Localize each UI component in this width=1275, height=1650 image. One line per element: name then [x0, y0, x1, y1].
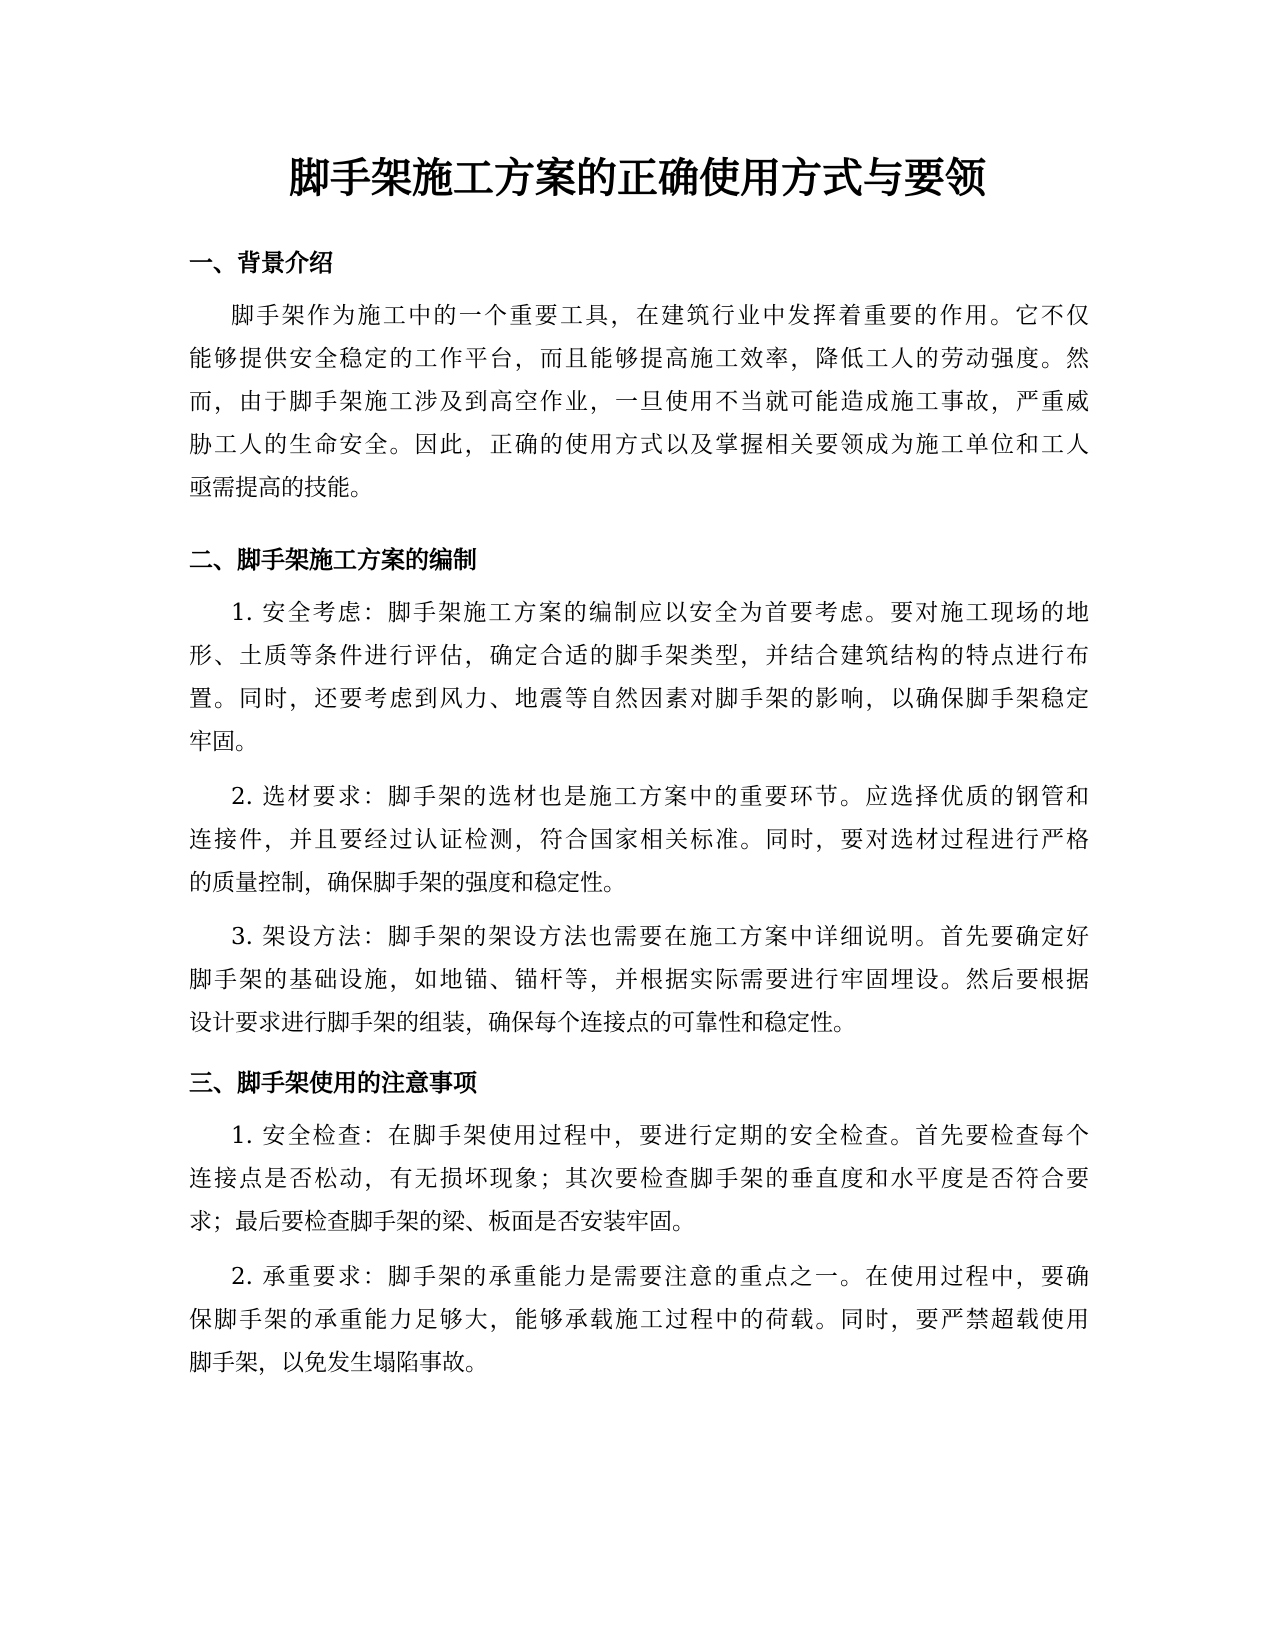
- paragraph-line: 脚手架，以免发生塌陷事故。: [189, 1350, 488, 1376]
- paragraph-line: 2. 选材要求：脚手架的选材也是施工方案中的重要环节。应选择优质的钢管和: [231, 784, 1089, 810]
- paragraph-line: 1. 安全检查：在脚手架使用过程中，要进行定期的安全检查。首先要检查每个: [231, 1123, 1089, 1149]
- section-heading-scheme: 二、脚手架施工方案的编制: [189, 546, 477, 574]
- paragraph-background: [189, 295, 1089, 510]
- paragraph-line: 保脚手架的承重能力足够大，能够承载施工过程中的荷载。同时，要严禁超载使用: [189, 1307, 1089, 1333]
- paragraph-line: 亟需提高的技能。: [189, 475, 373, 501]
- paragraph-line: 设计要求进行脚手架的组装，确保每个连接点的可靠性和稳定性。: [189, 1010, 856, 1036]
- paragraph-erection-method: [189, 916, 1089, 1045]
- paragraph-material-requirements: [189, 776, 1089, 905]
- paragraph-load-requirements: [189, 1256, 1089, 1385]
- paragraph-safety-consideration: [189, 592, 1089, 764]
- section-heading-precautions: 三、脚手架使用的注意事项: [189, 1069, 477, 1097]
- paragraph-line: 2. 承重要求：脚手架的承重能力是需要注意的重点之一。在使用过程中，要确: [231, 1264, 1089, 1290]
- paragraph-line: 连接点是否松动，有无损坏现象；其次要检查脚手架的垂直度和水平度是否符合要: [189, 1166, 1089, 1192]
- paragraph-line: 脚手架作为施工中的一个重要工具，在建筑行业中发挥着重要的作用。它不仅: [231, 303, 1089, 329]
- paragraph-line: 胁工人的生命安全。因此，正确的使用方式以及掌握相关要领成为施工单位和工人: [189, 432, 1089, 458]
- paragraph-line: 形、土质等条件进行评估，确定合适的脚手架类型，并结合建筑结构的特点进行布: [189, 643, 1089, 669]
- paragraph-line: 能够提供安全稳定的工作平台，而且能够提高施工效率，降低工人的劳动强度。然: [189, 346, 1089, 372]
- document-title: 脚手架施工方案的正确使用方式与要领: [289, 154, 986, 202]
- section-heading-background: 一、背景介绍: [189, 249, 333, 277]
- paragraph-line: 求；最后要检查脚手架的梁、板面是否安装牢固。: [189, 1209, 695, 1235]
- paragraph-line: 置。同时，还要考虑到风力、地震等自然因素对脚手架的影响，以确保脚手架稳定: [189, 686, 1089, 712]
- paragraph-line: 牢固。: [189, 729, 258, 755]
- paragraph-line: 脚手架的基础设施，如地锚、锚杆等，并根据实际需要进行牢固埋设。然后要根据: [189, 967, 1089, 993]
- paragraph-line: 1. 安全考虑：脚手架施工方案的编制应以安全为首要考虑。要对施工现场的地: [231, 600, 1089, 626]
- paragraph-line: 的质量控制，确保脚手架的强度和稳定性。: [189, 870, 626, 896]
- paragraph-line: 而，由于脚手架施工涉及到高空作业，一旦使用不当就可能造成施工事故，严重威: [189, 389, 1089, 415]
- paragraph-line: 3. 架设方法：脚手架的架设方法也需要在施工方案中详细说明。首先要确定好: [231, 924, 1089, 950]
- paragraph-line: 连接件，并且要经过认证检测，符合国家相关标准。同时，要对选材过程进行严格: [189, 827, 1089, 853]
- paragraph-safety-inspection: [189, 1115, 1089, 1244]
